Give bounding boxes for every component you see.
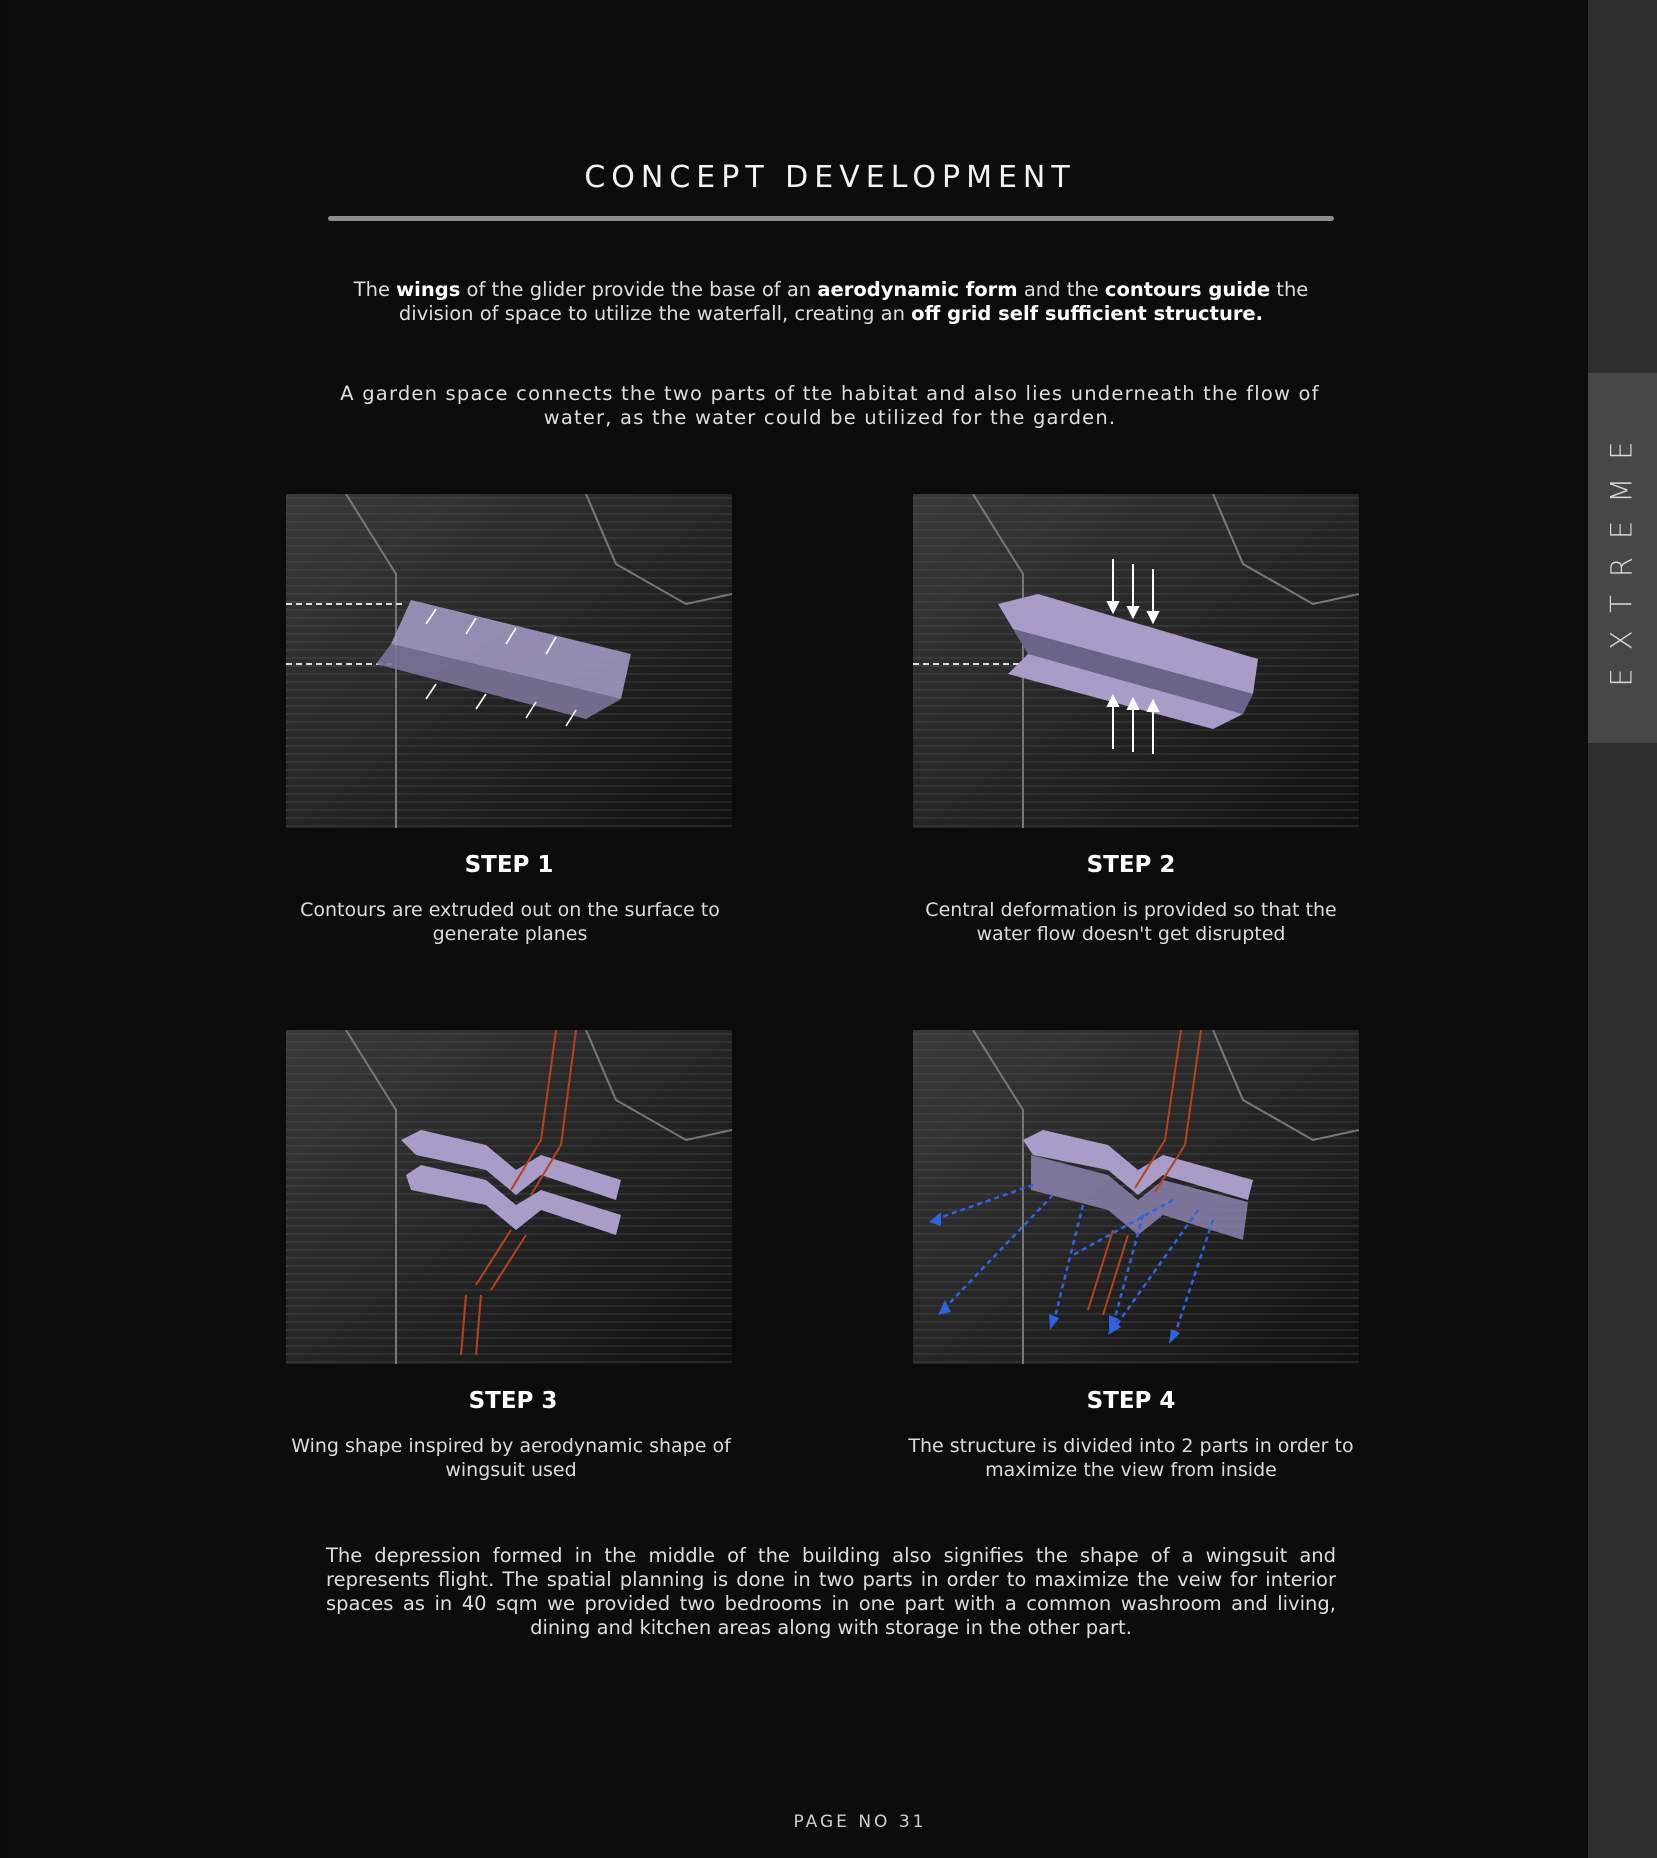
step-1-image [286, 494, 732, 828]
intro-text-4: the division of space to utilize the waterfall, creating an [398, 278, 1309, 325]
intro-bold-offgrid: off grid self sufficient structure. [911, 302, 1264, 325]
intro-text-2: of the glider provide the base of an [460, 278, 818, 301]
step-2-image [913, 494, 1359, 828]
step-2-title: STEP 2 [1086, 852, 1176, 878]
step-3-title: STEP 3 [468, 1388, 558, 1414]
intro-paragraph [326, 278, 1336, 326]
intro-text-1: The [353, 278, 397, 301]
step-1-text: Contours are extruded out on the surface to generate planes [300, 899, 720, 945]
step-3-image [286, 1030, 732, 1364]
title-divider [328, 216, 1334, 221]
step-4-text: The structure is divided into 2 parts in order to maximize the view from inside [908, 1435, 1354, 1481]
intro-bold-contours: contours guide [1104, 278, 1271, 301]
intro-text-3: and the [1017, 278, 1105, 301]
side-tab-label-wrap [1605, 423, 1639, 687]
step-4-image [913, 1030, 1359, 1364]
closing-paragraph: The depression formed in the middle of the building also signifies the shape of a wingsuit and represents flight. The spatial planning is done in two parts in order to maximize the veiw for interior spaces as in 40 sqm we provided two bedrooms in one part with a common washroom and living, dining and kitchen areas along with storage in the other part. [326, 1544, 1336, 1639]
intro-bold-wings: wings [396, 278, 461, 301]
step-3-text: Wing shape inspired by aerodynamic shape of wingsuit used [291, 1435, 731, 1481]
page-title: CONCEPT DEVELOPMENT [584, 160, 1076, 195]
step-1-title: STEP 1 [464, 852, 554, 878]
step-2-text: Central deformation is provided so that the water flow doesn't get disrupted [925, 899, 1337, 945]
intro-bold-aerodynamic: aerodynamic form [817, 278, 1018, 301]
garden-paragraph: A garden space connects the two parts of tte habitat and also lies underneath the flow of water, as the water could be utilized for the garden. [340, 382, 1320, 429]
step-4-title: STEP 4 [1086, 1388, 1176, 1414]
side-tab-label: EXTREME [1605, 423, 1639, 687]
side-strip [1588, 0, 1657, 1858]
page-number: PAGE NO 31 [793, 1812, 927, 1832]
